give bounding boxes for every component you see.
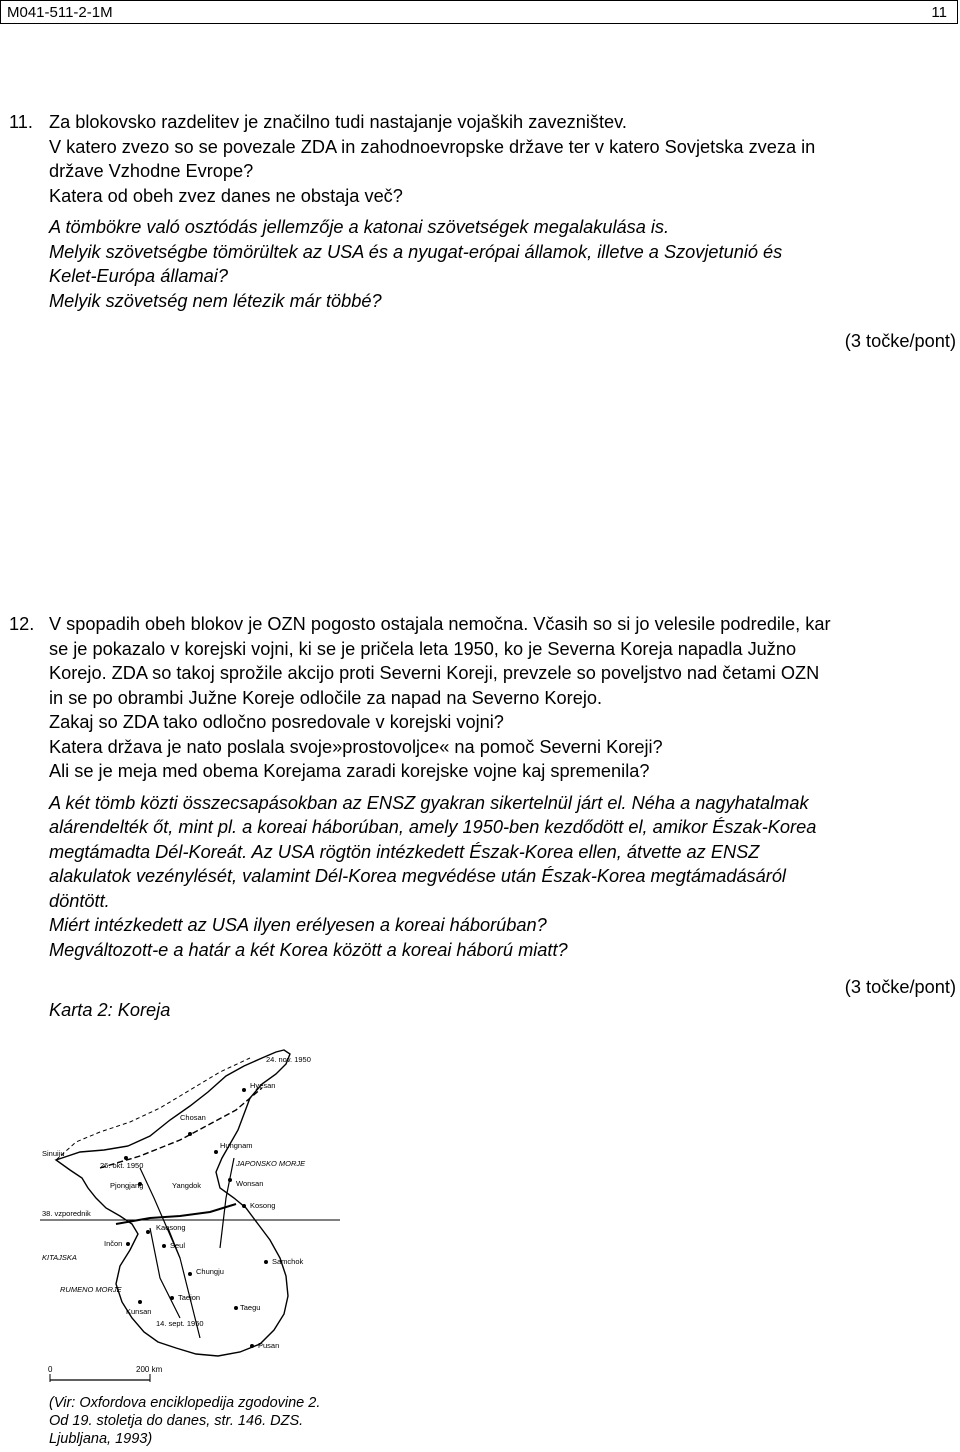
source-line: Ljubljana, 1993) [49,1431,153,1447]
map-label-date: 26. okt. 1950 [100,1161,144,1170]
text-line: Ali se je meja med obema Korejama zaradi korejske vojne kaj spremenila? [49,761,650,781]
text-line: alárendelték őt, mint pl. a koreai háborúban, amely 1950-ben kezdődött el, amikor Észak-Korea [49,817,817,837]
text-line: megtámadta Dél-Koreát. Az USA rögtön intézkedett Észak-Korea ellen, átvette az ENSZ [49,841,760,862]
text-line: se je pokazalo v korejski vojni, ki se je pričela leta 1950, ko je Severna Koreja napadla Južno [49,638,797,659]
map-label-city: Chosan [180,1113,206,1122]
text-line: V spopadih obeh blokov je OZN pogosto ostajala nemočna. Včasih so si jo velesile podredile, kar [49,614,831,634]
question-text-slovene [49,612,954,784]
map-source [49,1394,320,1448]
map-label-city: Samchok [272,1257,304,1266]
text-line: Melyik szövetségbe tömörültek az USA és a nyugat-erópai államok, illetve a Szovjetunió és [49,241,783,262]
text-line: Katera od obeh zvez danes ne obstaja več? [49,185,403,206]
text-line: Zakaj so ZDA tako odločno posredovale v korejski vojni? [49,712,504,732]
text-line: alakulatok vezénylését, valamint Dél-Korea megvédése után Észak-Korea megtámadásáról [49,866,786,886]
map-label-city: Chungju [196,1267,224,1276]
question-text-slovene [49,110,954,208]
map-label-sea: JAPONSKO MORJE [236,1159,306,1168]
text-line: Melyik szövetség nem létezik már többé? [49,290,382,311]
map-label-city: Hungnam [220,1141,253,1150]
text-line: Za blokovsko razdelitev je značilno tudi nastajanje vojaških zavezništev. [49,112,627,132]
map-label-city: Pusan [258,1341,280,1350]
text-line: Megváltozott-e a határ a két Korea között a koreai háború miatt? [49,939,568,960]
question-text-hungarian [49,791,954,963]
text-line: A tömbökre való osztódás jellemzője a katonai szövetségek megalakulása is. [49,217,670,237]
map-label-city: Yangdok [172,1181,202,1190]
map-label-city: Inčon [104,1239,123,1248]
map-label-city: Kaesong [156,1223,186,1232]
source-line: Od 19. stoletja do danes, str. 146. DZS. [49,1413,304,1429]
text-line: Korejo. ZDA so takoj sprožile akcijo proti Severni Koreji, prevzele so poveljstvo nad četami OZN [49,663,820,683]
korea-map [40,1048,340,1388]
map-title: Karta 2: Koreja [49,1000,171,1020]
question-number: 12. [9,614,35,634]
text-line: države Vzhodne Evrope? [49,161,254,181]
map-label-city: Sinuiju [42,1149,65,1158]
points-label: (3 točke/pont) [844,331,956,351]
map-label-date: 14. sept. 1950 [156,1319,204,1328]
text-line: Kelet-Európa államai? [49,266,228,286]
map-label-city: Seul [170,1241,186,1250]
question-12 [9,612,954,962]
question-text-hungarian [49,215,954,313]
map-label-city: Taejon [178,1293,201,1302]
question-number: 11. [9,112,33,132]
map-label-city: Taegu [240,1303,261,1312]
question-11 [9,110,954,313]
text-line: Miért intézkedett az USA ilyen erélyesen a koreai háborúban? [49,915,547,935]
map-label-city: Wonsan [236,1179,264,1188]
scale-zero: 0 [48,1365,53,1374]
map-label-city: Pjongjang [110,1181,144,1190]
text-line: A két tömb közti összecsapásokban az ENSZ gyakran sikertelnül járt el. Néha a nagyhatalmak [49,792,809,813]
page-header [0,0,958,24]
map-label-parallel: 38. vzporednik [42,1209,91,1218]
scale-bar [48,1365,163,1382]
text-line: in se po obrambi Južne Koreje odločile za napad na Severno Korejo. [49,687,603,708]
map-label-city: Hyesan [250,1081,276,1090]
map-label-sea: RUMENO MORJE [60,1285,122,1294]
source-line: (Vir: Oxfordova enciklopedija zgodovine 2. [49,1395,321,1411]
text-line: döntött. [49,890,110,911]
page-number: 11 [931,4,947,21]
map-label-date: 24. nov. 1950 [266,1055,311,1064]
map-label-city: Kosong [250,1201,276,1210]
map-label-country: KITAJSKA [42,1253,77,1262]
points-label: (3 točke/pont) [844,977,956,997]
scale-label: 200 km [136,1365,163,1374]
text-line: V katero zvezo so se povezale ZDA in zahodnoevropske države ter v katero Sovjetska zveza in [49,136,816,157]
document-code: M041-511-2-1M [7,4,113,21]
text-line: Katera država je nato poslala svoje»prostovoljce« na pomoč Severni Koreji? [49,736,663,757]
map-label-city: Kunsan [126,1307,152,1316]
